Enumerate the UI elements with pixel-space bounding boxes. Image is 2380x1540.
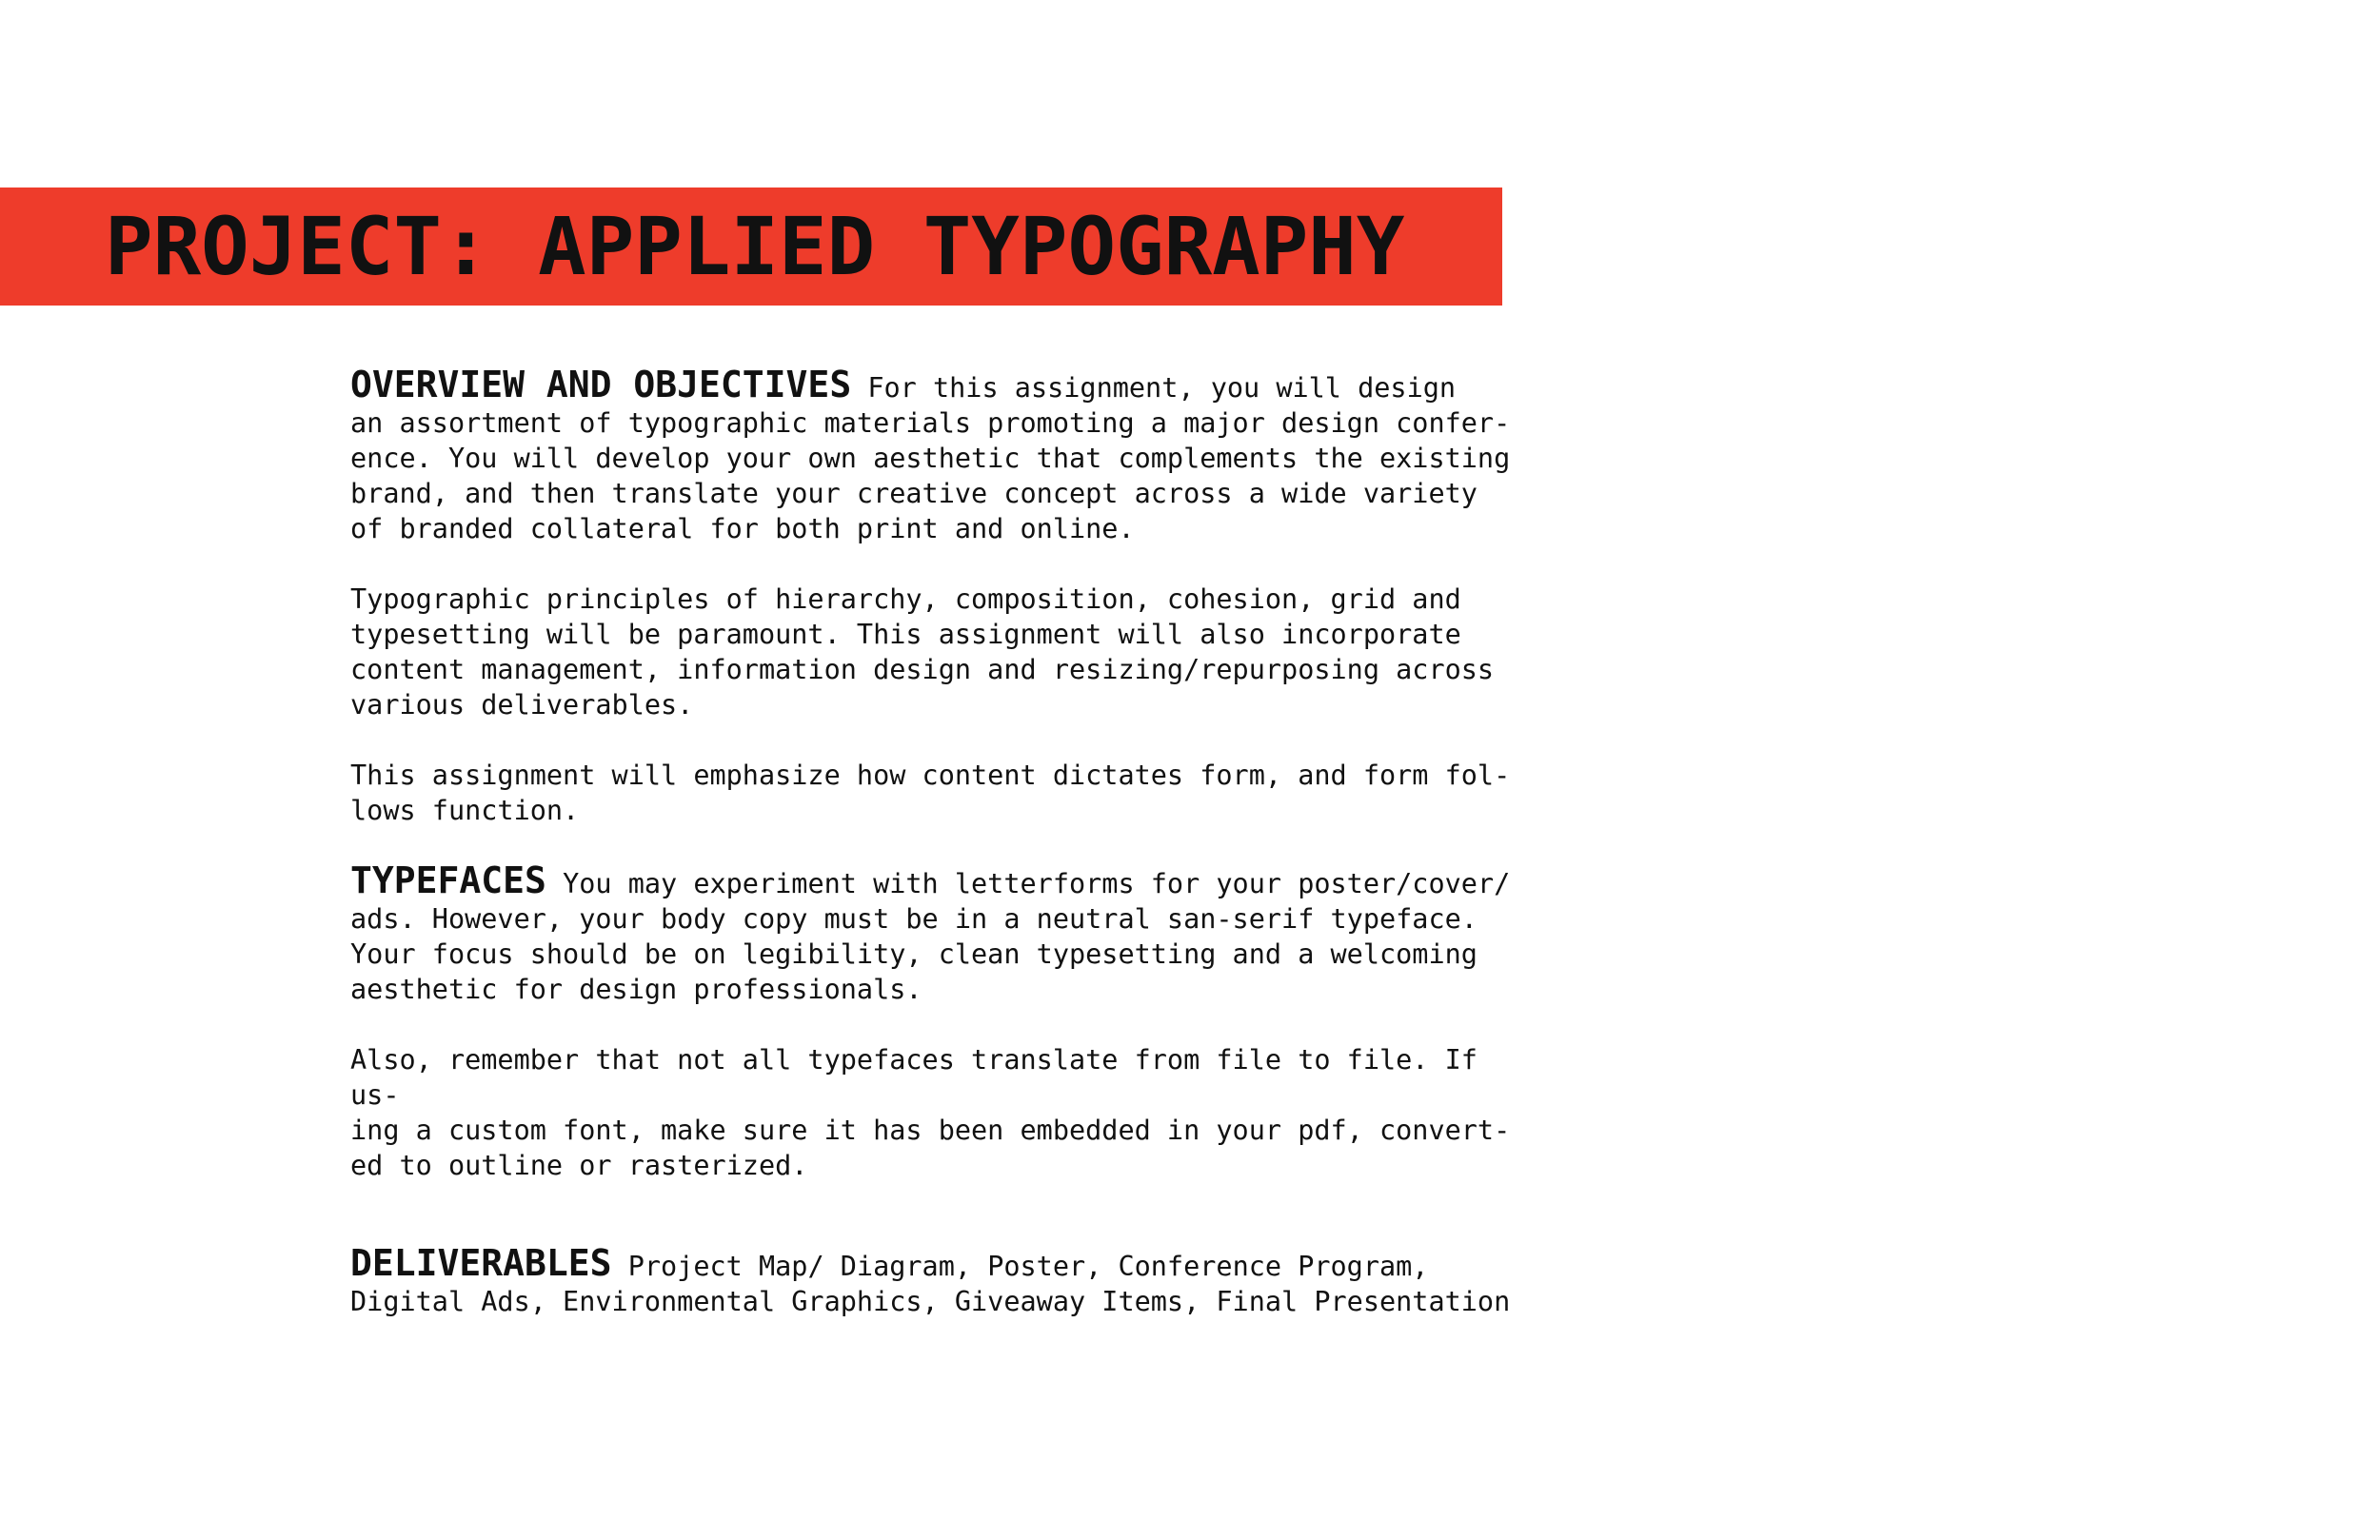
spacer bbox=[350, 1007, 1517, 1042]
title-band bbox=[0, 188, 1502, 306]
typefaces-heading: TYPEFACES bbox=[350, 859, 546, 901]
spacer bbox=[350, 722, 1517, 758]
principles-paragraph: Typographic principles of hierarchy, composition, cohesion, grid and typesetting will be paramount. This assignment will also incorporate content management, information design and resizing/repurposing across various deliverables. bbox=[350, 583, 1495, 721]
font-embedding-paragraph: Also, remember that not all typefaces translate from file to file. If us- ing a custom font, make sure it has been embedded in your pdf, convert- ed to outline or rasterized. bbox=[350, 1044, 1511, 1181]
page-title: PROJECT: APPLIED TYPOGRAPHY bbox=[105, 200, 1405, 293]
document-body bbox=[350, 364, 1517, 1319]
spacer bbox=[350, 546, 1517, 582]
deliverables-text: Project Map/ Diagram, Poster, Conference Program, Digital Ads, Environmental Graphics, Giveaway Items, Final Presentation bbox=[350, 1251, 1511, 1317]
overview-paragraph bbox=[350, 364, 1517, 546]
overview-text: For this assignment, you will design an assortment of typographic materials promoting a major design confer- ence. You will develop your own aesthetic that complements the existing brand, and then translate your creative concept across a wide variety of branded collateral for both print and online. bbox=[350, 372, 1511, 544]
typefaces-paragraph bbox=[350, 859, 1517, 1007]
spacer bbox=[350, 1183, 1517, 1246]
overview-heading: OVERVIEW AND OBJECTIVES bbox=[350, 364, 852, 405]
deliverables-paragraph bbox=[350, 1242, 1517, 1319]
spacer bbox=[350, 828, 1517, 863]
deliverables-heading: DELIVERABLES bbox=[350, 1242, 612, 1284]
emphasis-paragraph: This assignment will emphasize how content dictates form, and form fol- lows function. bbox=[350, 760, 1511, 826]
typefaces-text: You may experiment with letterforms for your poster/cover/ ads. However, your body copy must be in a neutral san-serif typeface. Your focus should be on legibility, clean typesetting and a welcoming aesthetic for design professionals. bbox=[350, 868, 1511, 1005]
